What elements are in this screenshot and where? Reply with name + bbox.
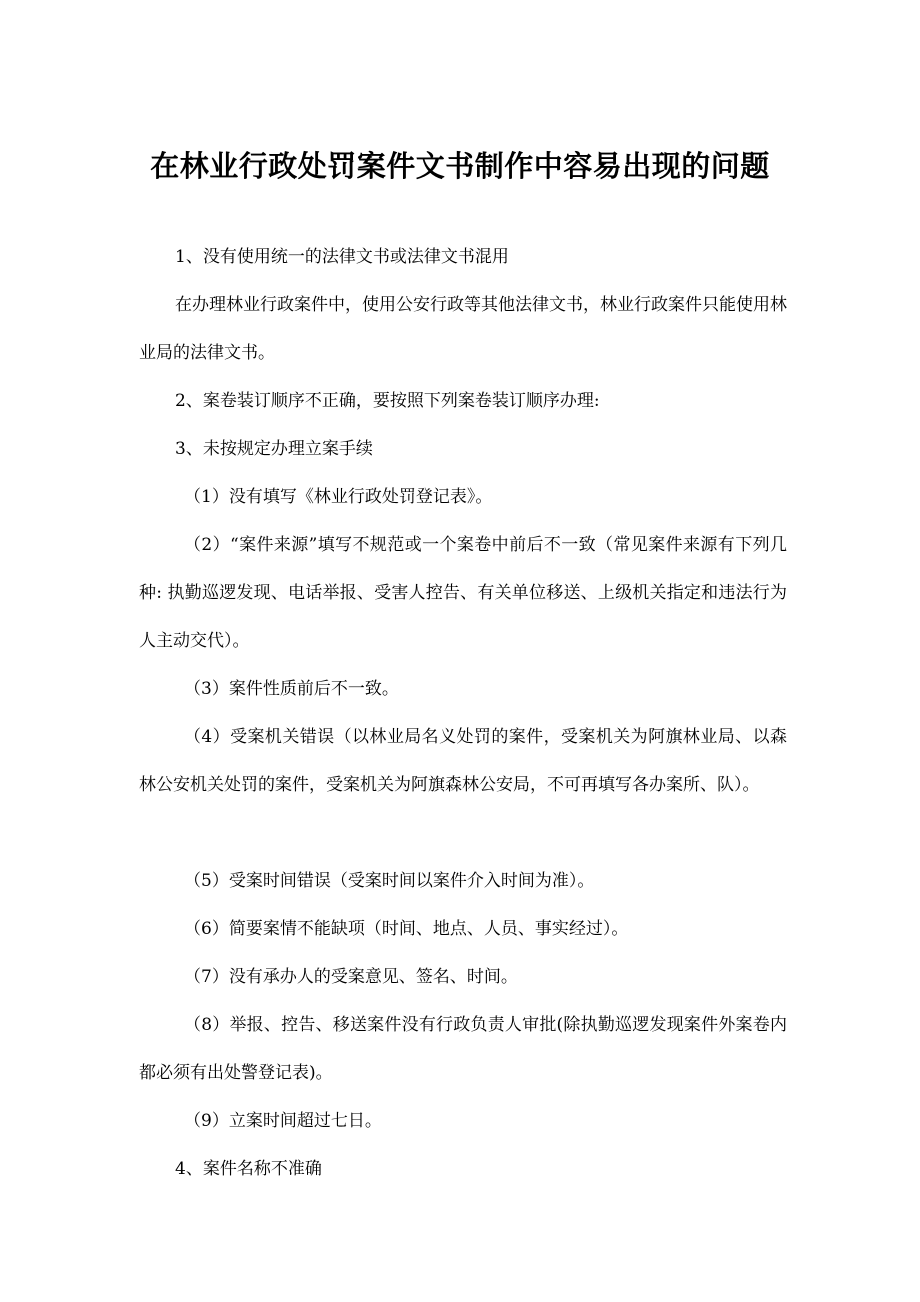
paragraph-11: （7）没有承办人的受案意见、签名、时间。: [184, 967, 518, 987]
document-title: 在林业行政处罚案件文书制作中容易出现的问题: [150, 149, 770, 183]
paragraph-9: （5）受案时间错误（受案时间以案件介入时间为准）。: [184, 871, 595, 891]
paragraph-3: 2、案卷装订顺序不正确，要按照下列案卷装订顺序办理:: [175, 391, 600, 411]
paragraph-13: （9）立案时间超过七日。: [184, 1111, 382, 1131]
paragraph-10: （6）简要案情不能缺项（时间、地点、人员、事实经过）。: [184, 919, 629, 939]
paragraph-4: 3、未按规定办理立案手续: [175, 439, 373, 459]
paragraph-14: 4、案件名称不准确: [175, 1159, 322, 1179]
paragraph-7: （3）案件性质前后不一致。: [184, 679, 399, 699]
paragraph-2: 在办理林业行政案件中，使用公安行政等其他法律文书，林业行政案件只能使用林业局的法律文书。: [139, 295, 787, 363]
paragraph-12: （8）举报、控告、移送案件没有行政负责人审批(除执勤巡逻发现案件外案卷内都必须有出处警登记表)。: [139, 1015, 787, 1083]
paragraph-8: （4）受案机关错误（以林业局名义处罚的案件，受案机关为阿旗林业局、以森林公安机关处罚的案件，受案机关为阿旗森林公安局，不可再填写各办案所、队）。: [139, 727, 787, 795]
paragraph-5: （1）没有填写《林业行政处罚登记表》。: [184, 487, 493, 507]
paragraph-1: 1、没有使用统一的法律文书或法律文书混用: [175, 247, 509, 267]
paragraph-6: （2）“案件来源”填写不规范或一个案卷中前后不一致（常见案件来源有下列几种: 执勤巡逻发现、电话举报、受害人控告、有关单位移送、上级机关指定和违法行为人主动交代）。: [139, 535, 787, 651]
